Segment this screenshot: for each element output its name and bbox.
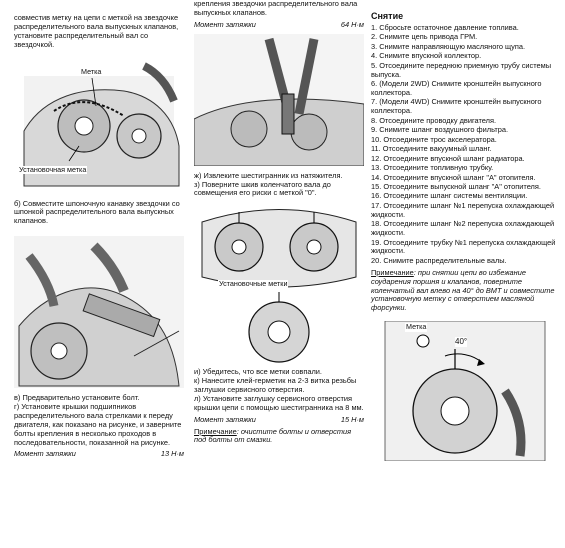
camshaft-sprocket-drawing [14,56,184,196]
list-item: 16. Отсоедините шланг системы вентиляции. [371,191,528,201]
section-heading: Снятие [371,11,404,21]
list-item: 1. Сбросьте остаточное давление топлива. [371,22,519,32]
torque-value: 64 Н·м [340,19,364,29]
torque-value: 15 Н·м [340,414,364,424]
torque-value: 13 Н·м [160,449,184,459]
label-timing-marks: Установочные метки [219,279,288,289]
column-left [14,0,184,462]
tensioner-drawing [194,34,364,166]
list-item: 19. Отсоедините трубку №1 перепуска охлаждающей жидкости. [371,237,556,256]
note-keyword: Примечание [371,267,414,277]
note-text: : очистите болты и отверстия под болты от смазки. [194,426,352,445]
paragraph-top: крепления звездочки распределительного вала выпускных клапанов. [194,0,358,17]
list-item: 15. Отсоедините выпускной шланг "А" отопителя. [371,181,541,191]
label-40-degrees: 40° [455,337,468,347]
torque-label: Момент затяжки [194,414,256,424]
note-cleaning [194,428,364,446]
figure-camshaft-sprocket [14,56,184,196]
note-text: : при снятии цепи во избежание соударения поршня и клапанов, поверните коленчатый вал влево на 40° до ВМТ и совместите установочную метку с отверстием масляной форсунки. [371,267,555,313]
list-item: 5. Отсоедините переднюю приемную трубу системы выпуска. [371,60,552,79]
list-item: 14. Отсоедините впускной шланг "А" отопителя. [371,172,536,182]
list-item: 20. Снимите распределительные валы. [371,255,507,265]
torque-label: Момент затяжки [14,449,76,459]
list-item: 9. Снимите шланг воздушного фильтра. [371,125,508,135]
list-item: 13. Отсоедините топливную трубку. [371,163,494,173]
list-item: 8. Отсоедините проводку двигателя. [371,115,496,125]
note-keyword: Примечание [194,426,237,436]
list-item: 4. Снимите впускной коллектор. [371,51,482,61]
figure-crankshaft-40deg [375,321,555,461]
note-crankshaft [371,269,557,313]
list-item: 11. Отсоедините вакуумный шланг. [371,144,492,154]
removal-steps-list [371,24,557,266]
column-right [371,0,557,461]
paragraph-step-z: з) Поверните шкив коленчатого вала до совмещения его риски с меткой "0". [194,179,331,198]
list-item: 3. Снимите направляющую масляного щупа. [371,41,526,51]
torque-spec-1 [14,450,184,459]
list-item: 12. Отсоедините впускной шланг радиатора. [371,153,525,163]
paragraph-intro: совместив метку на цепи с меткой на звездочке распределительного вала выпускных клапанов, установите распределительный вал со звездочкой. [14,13,179,49]
label-mark: Метка [406,322,427,332]
list-item: 6. (Модели 2WD) Снимите кронштейн выпускного коллектора. [371,79,542,97]
paragraph-step-l: л) Установите заглушку сервисного отверстия крышки цепи с помощью шестигранника на 8 мм. [194,393,364,412]
list-item: 2. Снимите цепь привода ГРМ. [371,32,478,42]
paragraph-step-b: б) Совместите шпоночную канавку звездочки со шпонкой распределительного вала выпускных клапанов. [14,198,180,226]
paragraph-step-i: и) Убедитесь, что все метки совпали. [194,367,322,377]
torque-spec-2 [194,21,364,30]
list-item: 7. (Модели 4WD) Снимите кронштейн выпускного коллектора. [371,97,542,116]
paragraph-step-v: в) Предварительно установите болт. [14,393,140,403]
figure-bearing-caps [14,236,184,388]
column-middle [194,0,364,448]
figure-timing-marks [194,202,364,364]
torque-spec-3 [194,416,364,425]
torque-label: Момент затяжки [194,19,256,29]
paragraph-step-k: к) Нанесите клей-герметик на 2-3 витка резьбы заглушки сервисного отверстия. [194,376,357,394]
figure-tensioner [194,34,364,166]
paragraph-step-g: г) Установите крышки подшипников распределительного вала стрелками к переду двигателя, как показано на рисунке, и заверните болты крепления в несколько проходов в последовательности, показанной на рисунке. [14,402,182,447]
list-item: 18. Отсоедините шланг №2 перепуска охлаждающей жидкости. [371,219,555,238]
list-item: 10. Отсоедините трос акселератора. [371,134,497,144]
label-mark: Метка [81,66,102,76]
bearing-caps-drawing [14,236,184,388]
list-item: 17. Отсоедините шланг №1 перепуска охлаждающей жидкости. [371,200,555,219]
paragraph-step-zh: ж) Извлеките шестигранник из натяжителя. [194,170,343,180]
label-timing-mark: Установочная метка [19,164,87,174]
